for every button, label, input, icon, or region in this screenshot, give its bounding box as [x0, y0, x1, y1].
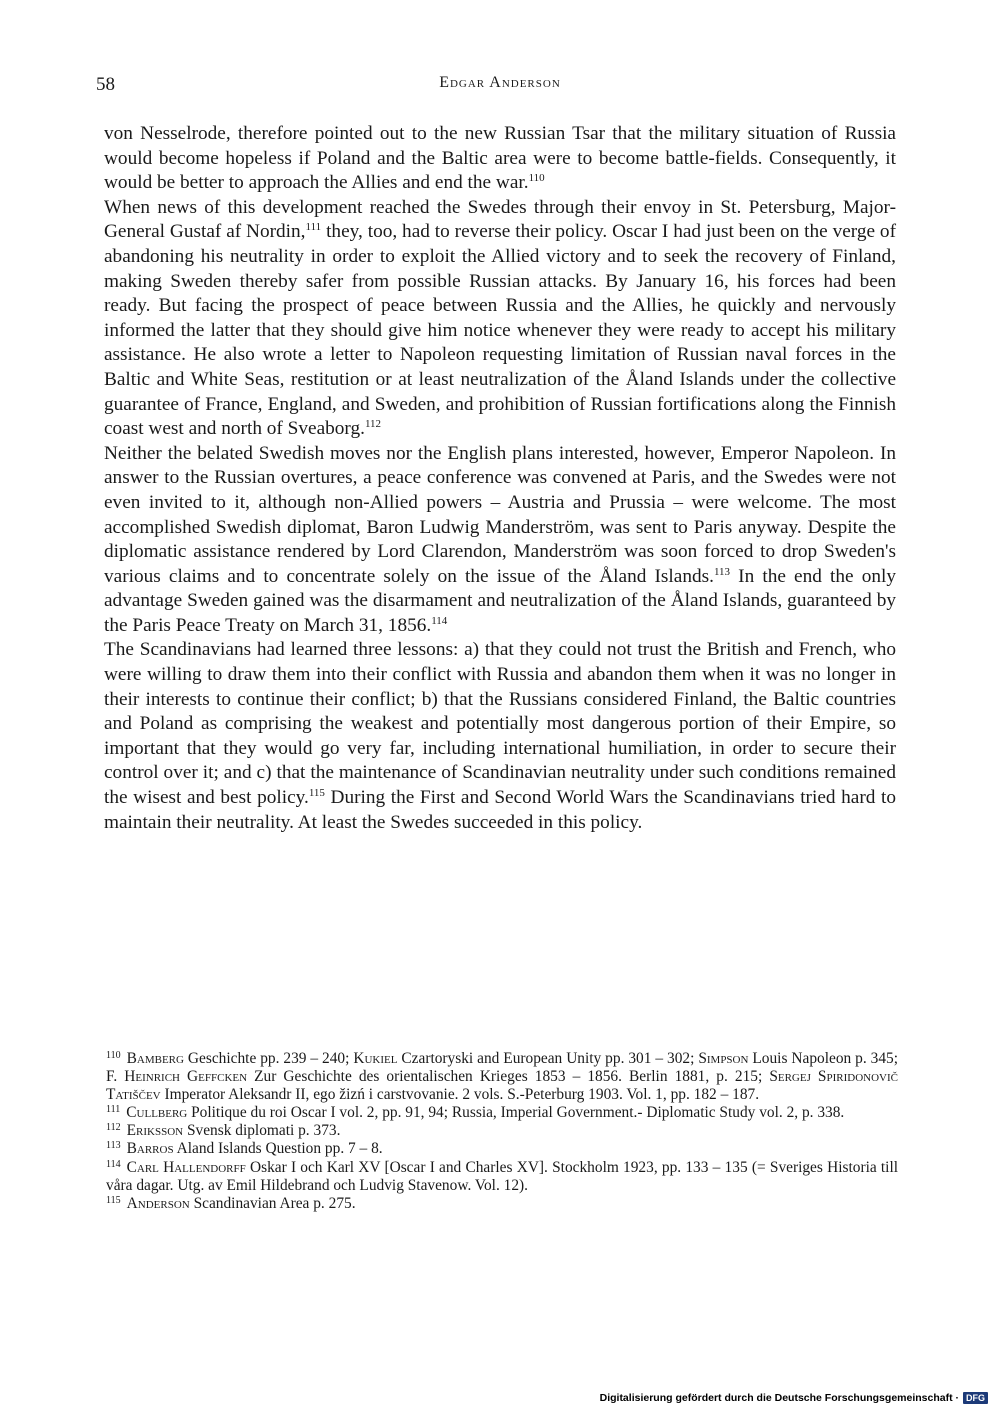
- credit-text: Digitalisierung gefördert durch die Deutsche Forschungsgemeinschaft ·: [599, 1392, 959, 1404]
- paragraph-text: von Nesselrode, therefore pointed out to the new Russian Tsar that the military situation of Russia would become hopeless if Poland and the Baltic area were to become battle-fields. Consequently, it would be better to approach the Allies and end the war.: [104, 123, 896, 194]
- digitization-credit: [600, 1392, 988, 1404]
- footnote-text: Svensk diplomati p. 373.: [183, 1122, 341, 1140]
- footnote: [106, 1050, 898, 1104]
- footnote-ref[interactable]: 112: [364, 418, 382, 431]
- footnote: [106, 1140, 898, 1158]
- footnote: [106, 1159, 898, 1195]
- footnote-ref[interactable]: 115: [308, 787, 325, 800]
- footnote-author: Cullberg: [126, 1104, 188, 1122]
- footnote-text: Geschichte pp. 239 – 240;: [183, 1050, 354, 1067]
- paragraph: [104, 122, 896, 196]
- footnote-author: Heinrich Geffcken: [124, 1068, 248, 1086]
- footnote-ref[interactable]: 111: [305, 221, 322, 234]
- footnote-number: 115: [106, 1194, 121, 1206]
- paragraph: [104, 442, 896, 639]
- footnote-text: Louis Napoleon p. 345; F.: [106, 1050, 898, 1086]
- footnote: [106, 1195, 898, 1213]
- body-text: [104, 122, 896, 835]
- footnote-ref[interactable]: 113: [713, 565, 731, 578]
- footnote-text: Czartoryski and European Unity pp. 301 – 302;: [397, 1050, 699, 1067]
- paragraph-text: they, too, had to reverse their policy. Oscar I had just been on the verge of abandoning his neutrality in order to exploit the Allied victory and to seek the recovery of Finland, making Sweden thereby safer from possible Russian attacks. By January 16, his forces had been ready. But facing the prospect of peace between Russia and the Allies, he quickly and nervously informed the latter that they should give him notice whenever they were ready to accept his military assistance. He also wrote a letter to Napoleon requesting limitation of Russian naval forces in the Baltic and White Seas, restitution or at least neutralization of the Åland Islands under the collective guarantee of France, England, and Sweden, and prohibition of Russian fortifications along the Finnish coast west and north of Sveaborg.: [104, 221, 896, 440]
- footnote-author: Kukiel: [353, 1050, 398, 1067]
- footnote-text: Zur Geschichte des orientalischen Krieges 1853 – 1856. Berlin 1881, p. 215;: [247, 1068, 770, 1086]
- footnote-ref[interactable]: 110: [528, 172, 545, 185]
- footnotes: [106, 1050, 898, 1213]
- dfg-logo: DFG: [963, 1392, 988, 1404]
- footnote-author: Barros: [126, 1140, 174, 1158]
- footnote-number: 111: [106, 1104, 121, 1116]
- footnote-number: 113: [106, 1140, 121, 1152]
- footnote-author: Simpson: [698, 1050, 749, 1067]
- footnote-author: Carl Hallendorff: [126, 1158, 246, 1176]
- footnote-text: Imperator Aleksandr II, ego žizń i carstvovanie. 2 vols. S.-Peterburg 1903. Vol. 1, pp. 182 – 187.: [160, 1086, 760, 1104]
- paragraph: [104, 638, 896, 835]
- footnote-author: Anderson: [126, 1194, 190, 1212]
- footnote-number: 110: [106, 1050, 121, 1061]
- paragraph-text: During the First and Second World Wars the Scandinavians tried hard to maintain their neutrality. At least the Swedes succeeded in this policy.: [104, 787, 896, 833]
- paragraph-text: When news of this development reached the Swedes through their envoy in St. Petersburg, Major-General Gustaf af Nordin,: [104, 196, 896, 243]
- footnote-text: Oskar I och Karl XV [Oscar I and Charles XV]. Stockholm 1923, pp. 133 – 135 (= Sveriges Historia till våra dagar. Utg. av Emil Hildebrand och Ludvig Stavenow. Vol. 12).: [106, 1158, 899, 1194]
- footnote-text: Politique du roi Oscar I vol. 2, pp. 91, 94; Russia, Imperial Government.- Diplomatic Study vol. 2, p. 338.: [187, 1104, 845, 1122]
- footnote-ref[interactable]: 114: [431, 614, 448, 627]
- footnote: [106, 1104, 898, 1122]
- paragraph: [104, 196, 896, 442]
- footnote-number: 114: [106, 1158, 121, 1170]
- paragraph-text: In the end the only advantage Sweden gained was the disarmament and neutralization of the Åland Islands, guaranteed by the Paris Peace Treaty on March 31, 1856.: [104, 565, 896, 636]
- paragraph-text: Neither the belated Swedish moves nor the English plans interested, however, Emperor Napoleon. In answer to the Russian overtures, a peace conference was convened at Paris, and the Swedes were not even invited to it, although non-Allied powers – Austria and Prussia – were welcome. The most accomplished Swedish diplomat, Baron Ludwig Manderström, was sent to Paris anyway. Despite the diplomatic assistance rendered by Lord Clarendon, Manderström was soon forced to drop Sweden's various claims and to concentrate solely on the issue of the Åland Islands.: [104, 442, 896, 587]
- footnote-number: 112: [106, 1122, 121, 1134]
- footnote: [106, 1122, 898, 1140]
- footnote-author: Eriksson: [126, 1122, 184, 1140]
- footnote-text: Aland Islands Question pp. 7 – 8.: [173, 1140, 383, 1158]
- paragraph-text: The Scandinavians had learned three lessons: a) that they could not trust the British and French, who were willing to draw them into their conflict with Russia and abandon them when it was no longer in their interests to continue their conflict; b) that the Russians considered Finland, the Baltic countries and Poland as comprising the weakest and potentially most dangerous portion of their Empire, so important that they would go very far, including international humiliation, in order to secure their control over it; and c) that the maintenance of Scandinavian neutrality under such conditions remained the wisest and best policy.: [104, 639, 896, 809]
- running-head: Edgar Anderson: [439, 74, 561, 91]
- footnote-author: Bamberg: [126, 1050, 184, 1067]
- footnote-text: Scandinavian Area p. 275.: [189, 1194, 356, 1212]
- page-number: 58: [96, 74, 115, 95]
- footnote-author: Sergej Spiridonovič Tatiščev: [106, 1068, 898, 1104]
